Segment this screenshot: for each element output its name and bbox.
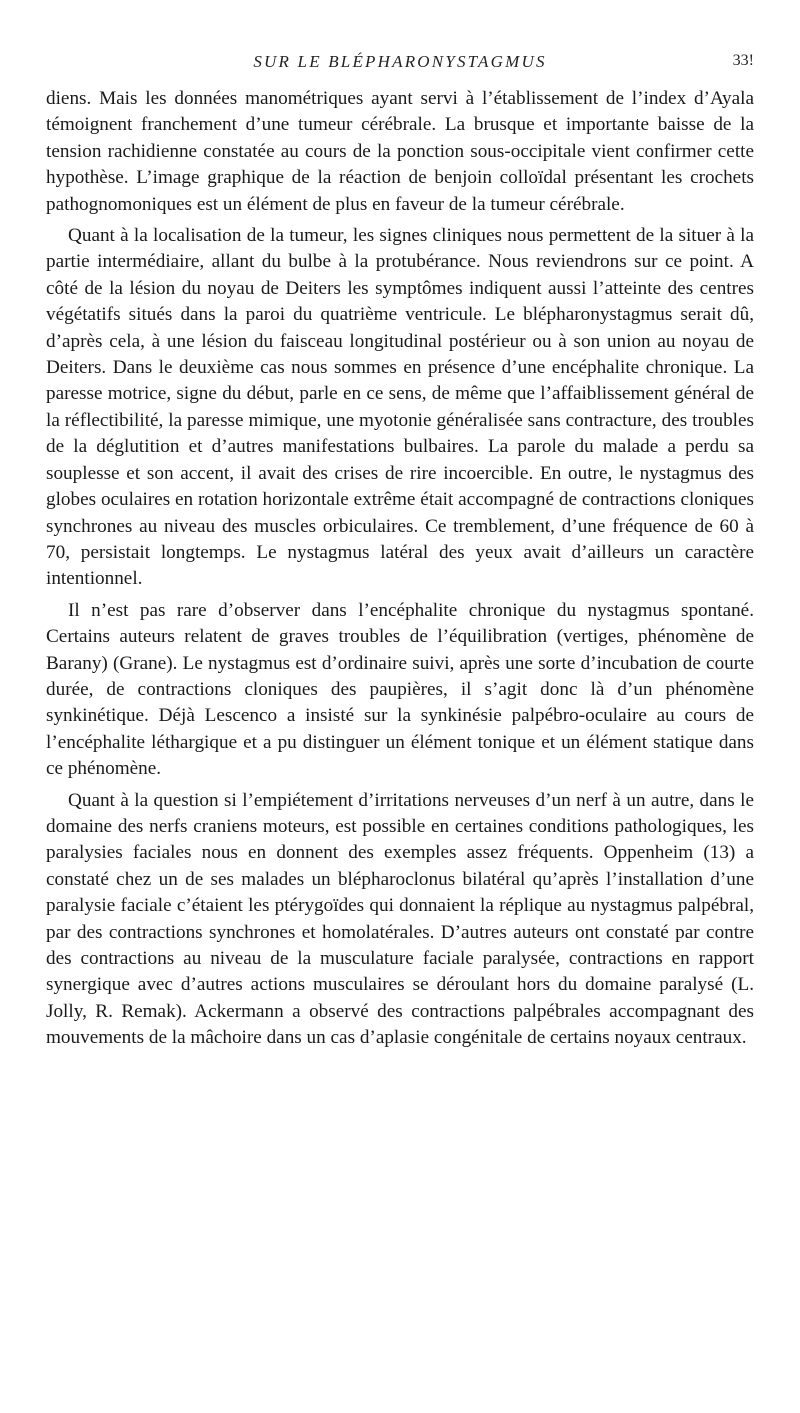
running-title: SUR LE BLÉPHARONYSTAGMUS	[253, 52, 547, 71]
page	[46, 52, 754, 1052]
paragraph: Il n’est pas rare d’observer dans l’encéphalite chronique du nystagmus spontané. Certains auteurs relatent de graves troubles de l’équilibration (vertiges, phénomène de Barany) (Grane). Le nystagmus est d’ordinaire suivi, après une sorte d’incubation de courte durée, de contractions cloniques des paupières, il s’agit donc là d’un phénomène synkinétique. Déjà Lescenco a insisté sur la synkinésie palpébro-oculaire au cours de l’encéphalite léthargique et a pu distinguer un élément tonique et un élément statique dans ce phénomène.	[46, 599, 754, 780]
running-head	[46, 52, 754, 74]
body-text	[46, 86, 754, 1052]
paragraph: diens. Mais les données manométriques ayant servi à l’établissement de l’index d’Ayala témoignent franchement d’une tumeur cérébrale. La brusque et importante baisse de la tension rachidienne constatée au cours de la ponction sous-occipitale vient confirmer cette hypothèse. L’image graphique de la réaction de benjoin colloïdal présentant les crochets pathognomoniques est un élément de plus en faveur de la tumeur cérébrale.	[46, 88, 754, 215]
page-number: 33!	[732, 52, 754, 69]
paragraph: Quant à la localisation de la tumeur, les signes cliniques nous permettent de la situer à la partie intermédiaire, allant du bulbe à la protubérance. Nous reviendrons sur ce point. A côté de la lésion du noyau de Deiters les symptômes indiquent aussi l’atteinte des centres végétatifs situés dans la paroi du quatrième ventricule. Le blépharonystagmus serait dû, d’après cela, à une lésion du faisceau longitudinal postérieur ou à son union au noyau de Deiters. Dans le deuxième cas nous sommes en présence d’une encéphalite chronique. La paresse motrice, signe du début, parle en ce sens, de même que l’affaiblissement général de la réflectibilité, la paresse mimique, une myotonie généralisée sans contracture, des troubles de la déglutition et d’autres manifestations bulbaires. La parole du malade a perdu sa souplesse et son accent, il avait des crises de rire incoercible. En outre, le nystagmus des globes oculaires en rotation horizontale extrême était accompagné de contractions cloniques synchrones au niveau des muscles orbiculaires. Ce tremblement, d’une fréquence de 60 à 70, persistait longtemps. Le nystagmus latéral des yeux avait d’ailleurs un caractère intentionnel.	[46, 225, 754, 590]
paragraph: Quant à la question si l’empiétement d’irritations nerveuses d’un nerf à un autre, dans le domaine des nerfs craniens moteurs, est possible en certaines conditions pathologiques, les paralysies faciales nous en donnent des exemples assez fréquents. Oppenheim (13) a constaté chez un de ses malades un blépharoclonus bilatéral qu’après l’installation d’une paralysie faciale c’étaient les ptérygoïdes qui donnaient la réplique au nystagmus palpébral, par des contractions synchrones et homolatérales. D’autres auteurs ont constaté par contre des contractions au niveau de la musculature faciale paralysée, contractions en rapport synergique avec d’autres actions musculaires se déroulant hors du domaine paralysé (L. Jolly, R. Remak). Ackermann a observé des contractions palpébrales accompagnant des mouvements de la mâchoire dans un cas d’aplasie congénitale de certains noyaux centraux.	[46, 789, 754, 1049]
